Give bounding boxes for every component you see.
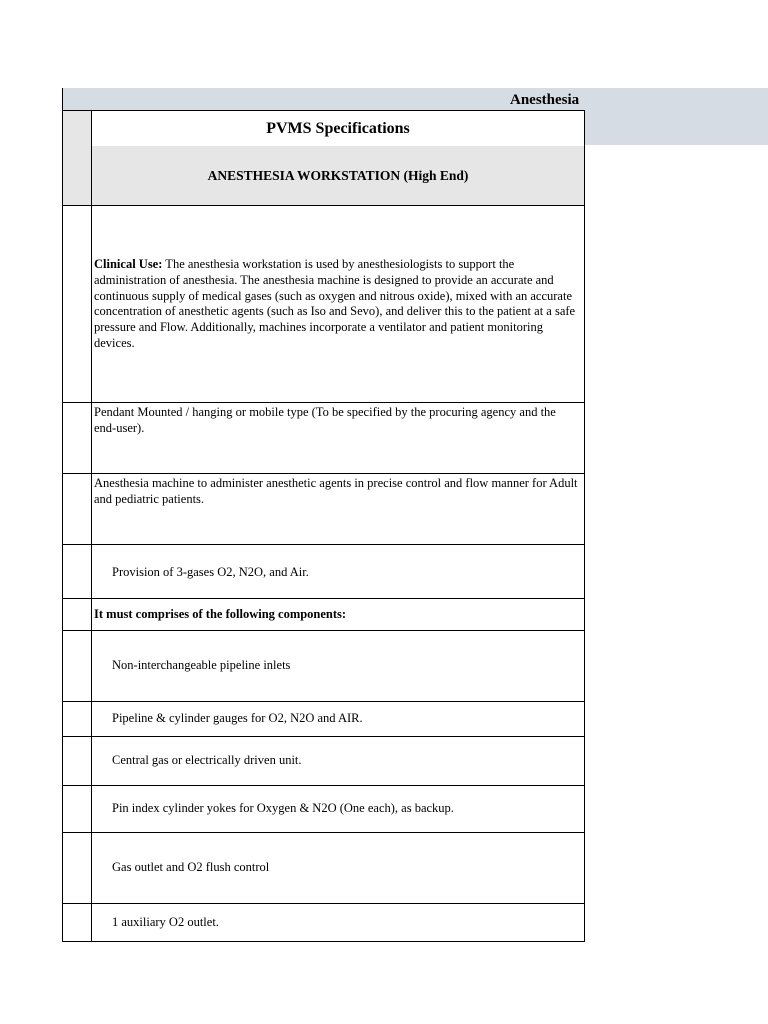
gases-cell: Provision of 3-gases O2, N2O, and Air. bbox=[112, 564, 309, 579]
section-banner-extension bbox=[584, 110, 768, 145]
section-title: Anesthesia bbox=[510, 92, 580, 108]
row-number-cell bbox=[63, 737, 92, 785]
clinical-use-text: The anesthesia workstation is used by anesthesiologists to support the administration of anesthesia. The anesthesia machine is designed to provide an accurate and continuous supply of medical gases (such as oxygen and nitrous oxide), mixed with an accurate concentration of anesthetic agents (such as Iso and Sevo), and deliver this to the patient at a safe pressure and Flow. Additionally, machines incorporate a ventilator and patient monitoring devices. bbox=[94, 257, 576, 350]
clinical-use-cell bbox=[92, 206, 584, 402]
mount-type-row bbox=[62, 403, 585, 474]
row-number-cell bbox=[63, 702, 92, 736]
component-item: Pin index cylinder yokes for Oxygen & N2O (One each), as backup. bbox=[112, 801, 454, 816]
component-item: 1 auxiliary O2 outlet. bbox=[112, 914, 219, 929]
component-row bbox=[62, 702, 585, 737]
row-number-cell bbox=[63, 599, 92, 630]
mount-type-cell bbox=[92, 403, 584, 473]
clinical-use-row bbox=[62, 206, 585, 403]
mount-type-line-1: Pendant Mounted / hanging or mobile type (To be specified by the procuring agency and the bbox=[94, 405, 556, 419]
product-title: ANESTHESIA WORKSTATION (High End) bbox=[92, 146, 584, 205]
component-row bbox=[62, 833, 585, 904]
row-number-cell bbox=[63, 111, 92, 146]
component-row bbox=[62, 631, 585, 702]
component-item: Pipeline & cylinder gauges for O2, N2O and AIR. bbox=[112, 711, 363, 726]
section-banner bbox=[62, 88, 768, 110]
component-row bbox=[62, 904, 585, 942]
table-header-row bbox=[62, 110, 585, 147]
product-title-row bbox=[62, 146, 585, 206]
mount-type-line-2: end-user). bbox=[94, 420, 145, 435]
row-number-cell bbox=[63, 146, 92, 205]
row-number-cell bbox=[63, 631, 92, 701]
row-number-cell bbox=[63, 833, 92, 903]
row-number-cell bbox=[63, 904, 92, 941]
row-number-cell bbox=[63, 786, 92, 832]
clinical-use-label: Clinical Use: bbox=[94, 257, 163, 271]
component-item: Gas outlet and O2 flush control bbox=[112, 860, 270, 875]
row-number-cell bbox=[63, 474, 92, 544]
purpose-row bbox=[62, 474, 585, 545]
component-row bbox=[62, 737, 585, 786]
components-heading: It must comprises of the following components: bbox=[94, 606, 347, 621]
purpose-cell: Anesthesia machine to administer anesthetic agents in precise control and flow manner for Adult and pediatric patients. bbox=[94, 476, 578, 506]
component-item: Central gas or electrically driven unit. bbox=[112, 753, 302, 768]
component-row bbox=[62, 786, 585, 833]
components-heading-row bbox=[62, 599, 585, 631]
table-left-border bbox=[62, 88, 63, 110]
row-number-cell bbox=[63, 206, 92, 402]
table-header: PVMS Specifications bbox=[266, 119, 410, 137]
gases-row bbox=[62, 545, 585, 599]
component-item: Non-interchangeable pipeline inlets bbox=[112, 658, 291, 673]
row-number-cell bbox=[63, 545, 92, 598]
row-number-cell bbox=[63, 403, 92, 473]
